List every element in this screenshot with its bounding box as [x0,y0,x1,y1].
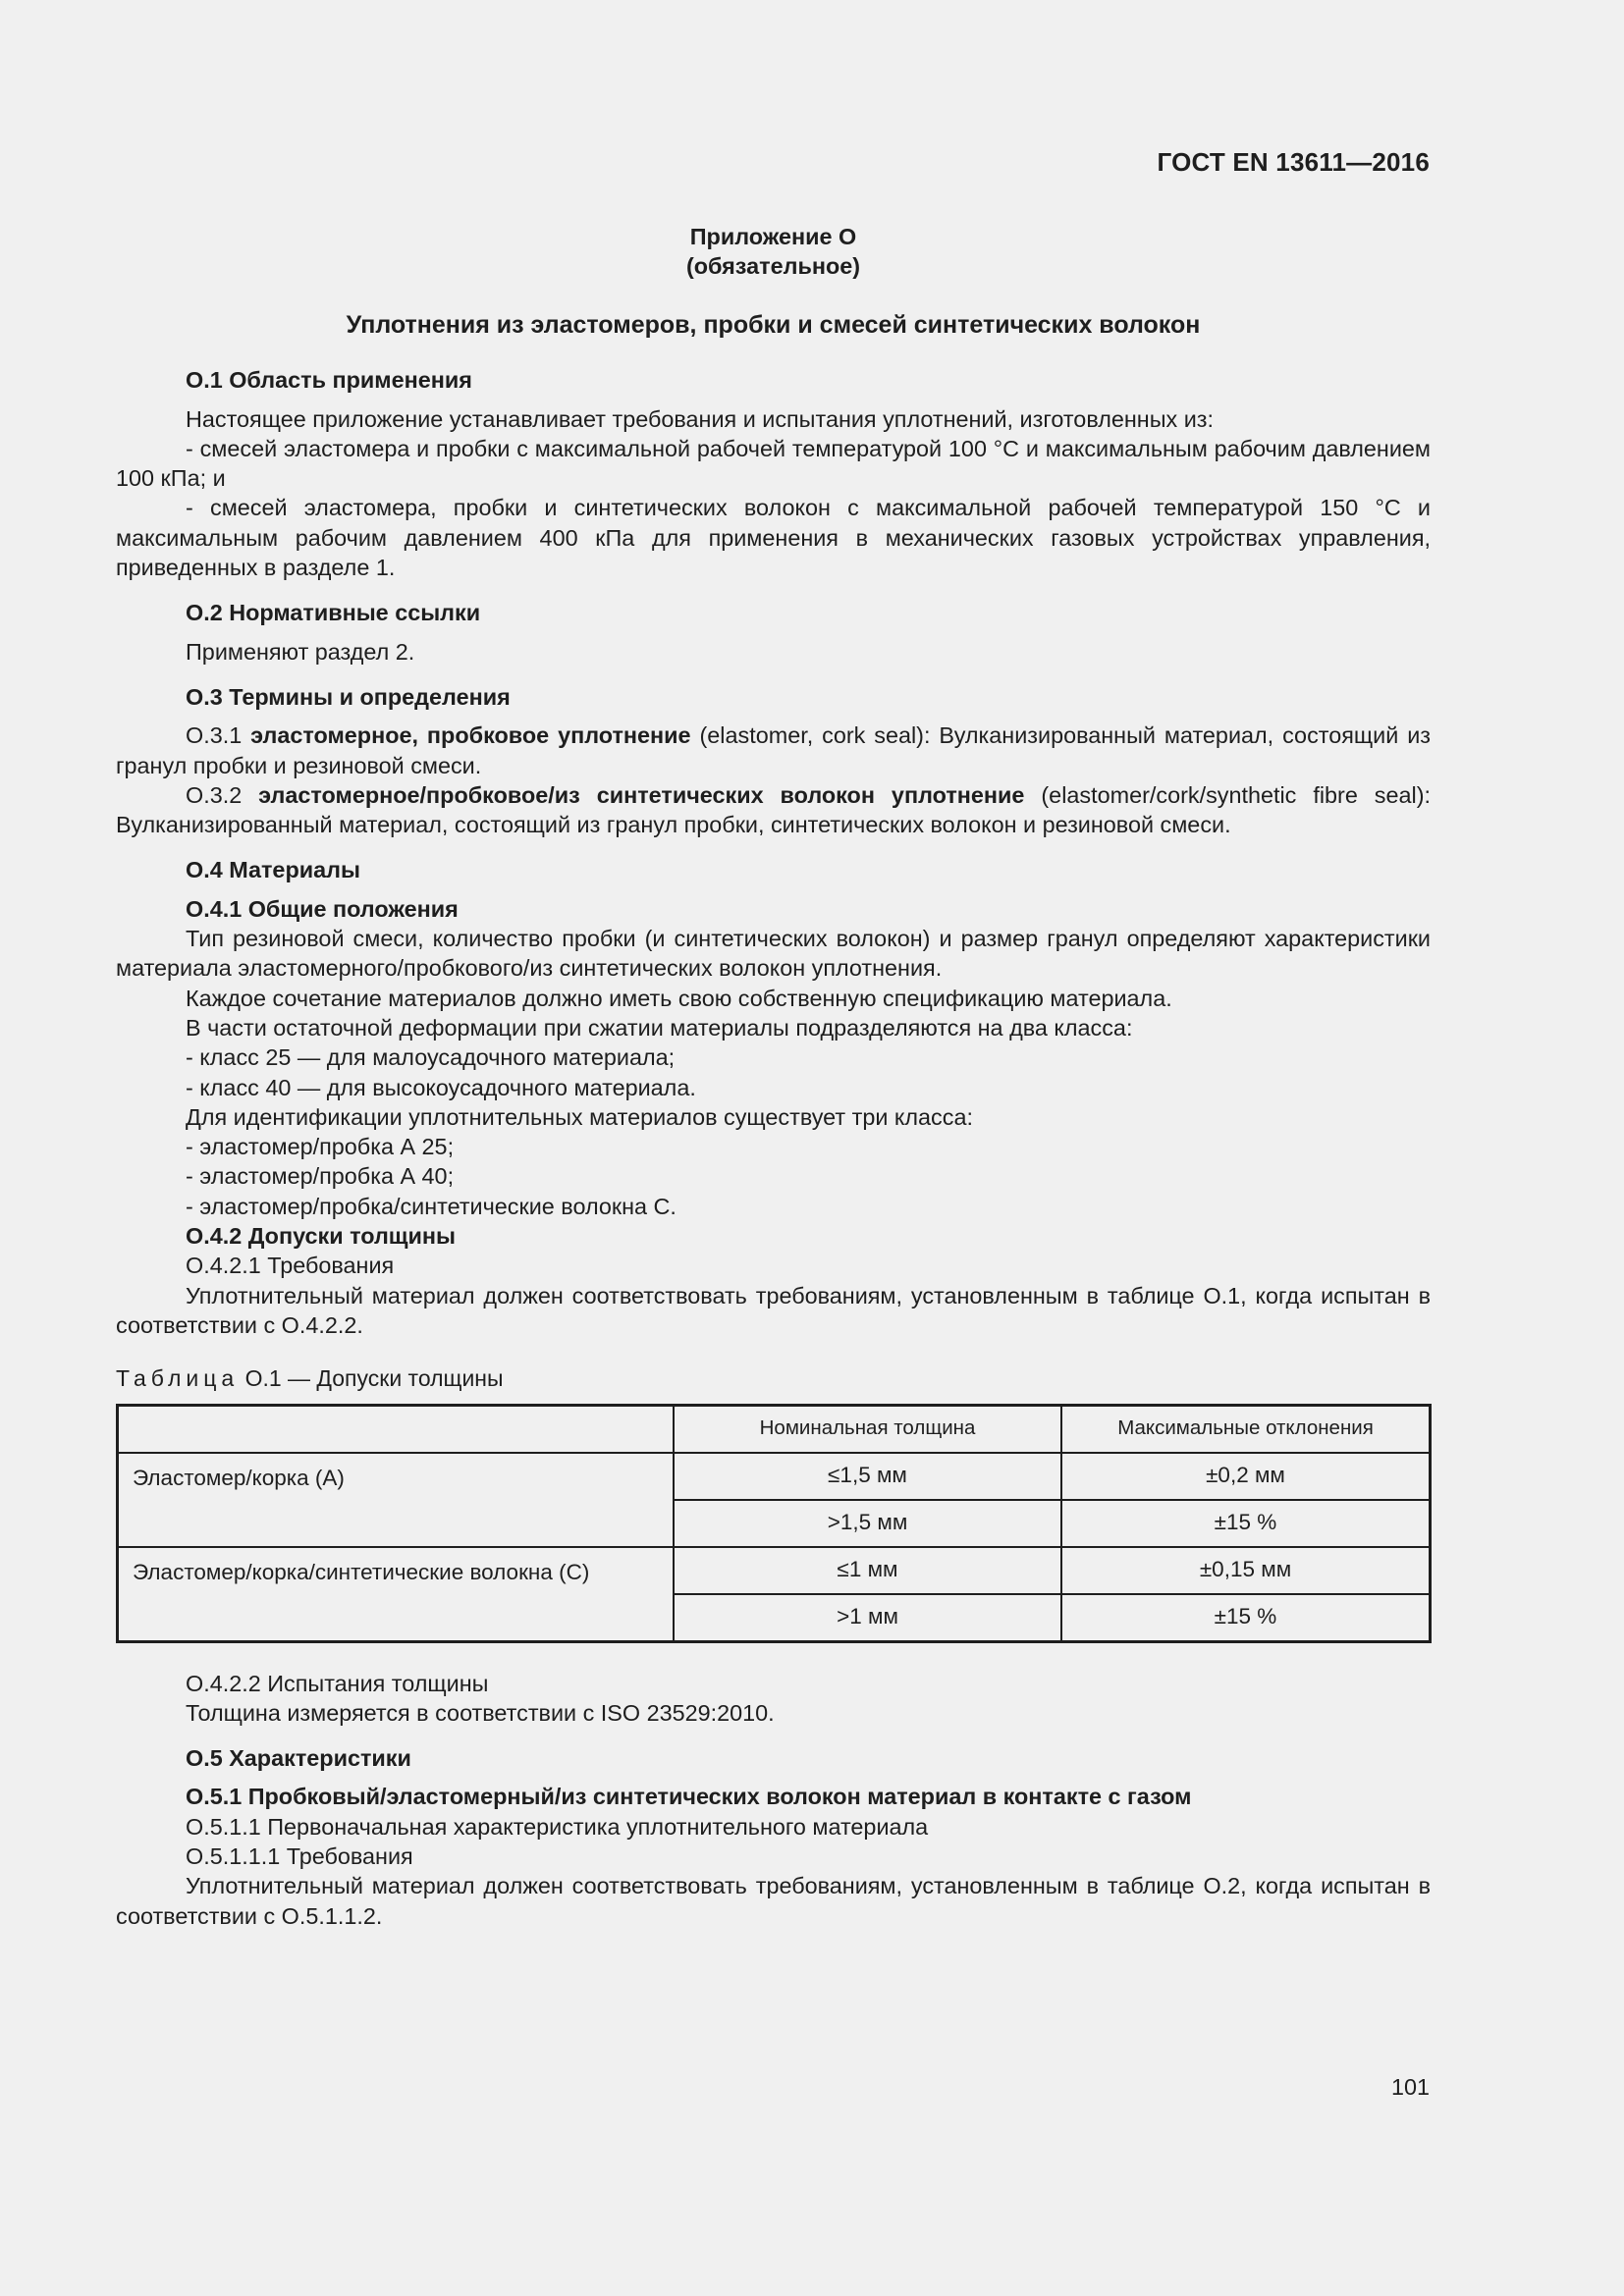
page-content [116,222,1431,1931]
term-text: (elastomer/cork/synthetic fibre seal): Вулканизированный материал, состоящий из гранул пробки, синтетических волокон и резиновой смеси. [116,781,1431,838]
thickness-tolerance-table [116,1404,1432,1643]
paragraph: Тип резиновой смеси, количество пробки (и синтетических волокон) и размер гранул определяют характеристики материала эластомерного/пробкового/из синтетических волокон уплотнения. [116,926,1431,982]
list-item: - эластомер/пробка А 40; [186,1163,455,1190]
main-title: Уплотнения из эластомеров, пробки и смесей синтетических волокон [346,311,1201,339]
list-item: - эластомер/пробка А 25; [186,1134,455,1160]
section-heading: О.5 Характеристики [186,1745,411,1772]
clause-title: О.4.2.1 Требования [186,1253,395,1279]
term-name: эластомерное/пробковое/из синтетических волокон уплотнение [258,781,1025,808]
paragraph: Каждое сочетание материалов должно иметь свою собственную спецификацию материала. [186,985,1172,1011]
table-caption-text: О.1 — Допуски толщины [239,1365,504,1392]
table-cell: ±0,2 мм [1061,1453,1431,1500]
paragraph: В части остаточной деформации при сжатии материалы подразделяются на два класса: [186,1014,1133,1041]
paragraph: Применяют раздел 2. [186,638,415,665]
appendix-status: (обязательное) [685,253,861,279]
term-text: (elastomer, cork seal): Вулканизированный материал, состоящий из гранул пробки и резиновой смеси. [116,722,1431,778]
table-group-label: Эластомер/корка (А) [118,1453,675,1547]
list-item: - эластомер/пробка/синтетические волокна С. [186,1193,677,1219]
appendix-title: Приложение О [689,224,857,249]
paragraph: Для идентификации уплотнительных материалов существует три класса: [186,1103,973,1130]
table-header-max-deviation: Максимальные отклонения [1061,1405,1431,1453]
term-number: О.3.1 [186,722,251,749]
paragraph: Настоящее приложение устанавливает требования и испытания уплотнений, изготовленных из: [186,405,1214,432]
table-row [118,1547,1431,1594]
list-item: - класс 40 — для высокоусадочного материала. [186,1074,696,1100]
term-definition [116,780,1431,840]
section-heading: О.1 Область применения [186,367,472,394]
table-cell: >1,5 мм [674,1500,1061,1547]
table-header-empty [118,1405,675,1453]
table-cell: ≤1 мм [674,1547,1061,1594]
paragraph: Толщина измеряется в соответствии с ISO 23529:2010. [186,1699,775,1726]
paragraph: Уплотнительный материал должен соответствовать требованиям, установленным в таблице О.2, когда испытан в соответствии с О.5.1.1.2. [116,1873,1431,1929]
table-cell: ±15 % [1061,1500,1431,1547]
clause-title: О.4.2.2 Испытания толщины [186,1670,489,1696]
section-heading: О.4 Материалы [186,857,360,883]
clause-title: О.5.1.1 Первоначальная характеристика уплотнительного материала [186,1813,929,1840]
table-row [118,1453,1431,1500]
section-heading: О.2 Нормативные ссылки [186,600,481,626]
table-header-nominal: Номинальная толщина [674,1405,1061,1453]
term-definition [116,721,1431,780]
subsection-heading: О.4.2 Допуски толщины [186,1223,457,1250]
clause-title: О.5.1.1.1 Требования [186,1842,413,1869]
table-caption [116,1363,1431,1393]
term-name: эластомерное, пробковое уплотнение [250,722,691,749]
document-code: ГОСТ EN 13611—2016 [1157,147,1430,177]
term-number: О.3.2 [186,781,259,808]
table-cell: ±0,15 мм [1061,1547,1431,1594]
table-cell: ±15 % [1061,1594,1431,1642]
section-heading: О.3 Термины и определения [186,683,511,710]
table-cell: ≤1,5 мм [674,1453,1061,1500]
list-item: - класс 25 — для малоусадочного материала; [186,1044,676,1071]
table-caption-word: Таблица [116,1365,240,1392]
subsection-heading: О.5.1 Пробковый/эластомерный/из синтетических волокон материал в контакте с газом [186,1784,1192,1810]
list-item: - смесей эластомера и пробки с максимальной рабочей температурой 100 °С и максимальным рабочим давлением 100 кПа; и [116,435,1431,492]
paragraph: Уплотнительный материал должен соответствовать требованиям, установленным в таблице О.1, когда испытан в соответствии с О.4.2.2. [116,1282,1431,1338]
page-number: 101 [1390,2074,1430,2100]
table-header-row [118,1405,1431,1453]
subsection-heading: О.4.1 Общие положения [186,895,459,922]
table-group-label: Эластомер/корка/синтетические волокна (С) [118,1547,675,1642]
list-item: - смесей эластомера, пробки и синтетических волокон с максимальной рабочей температурой 150 °С и максимальным рабочим давлением 400 кПа для применения в механических газовых устройствах управления, приведенных в разделе 1. [116,495,1431,581]
table-cell: >1 мм [674,1594,1061,1642]
